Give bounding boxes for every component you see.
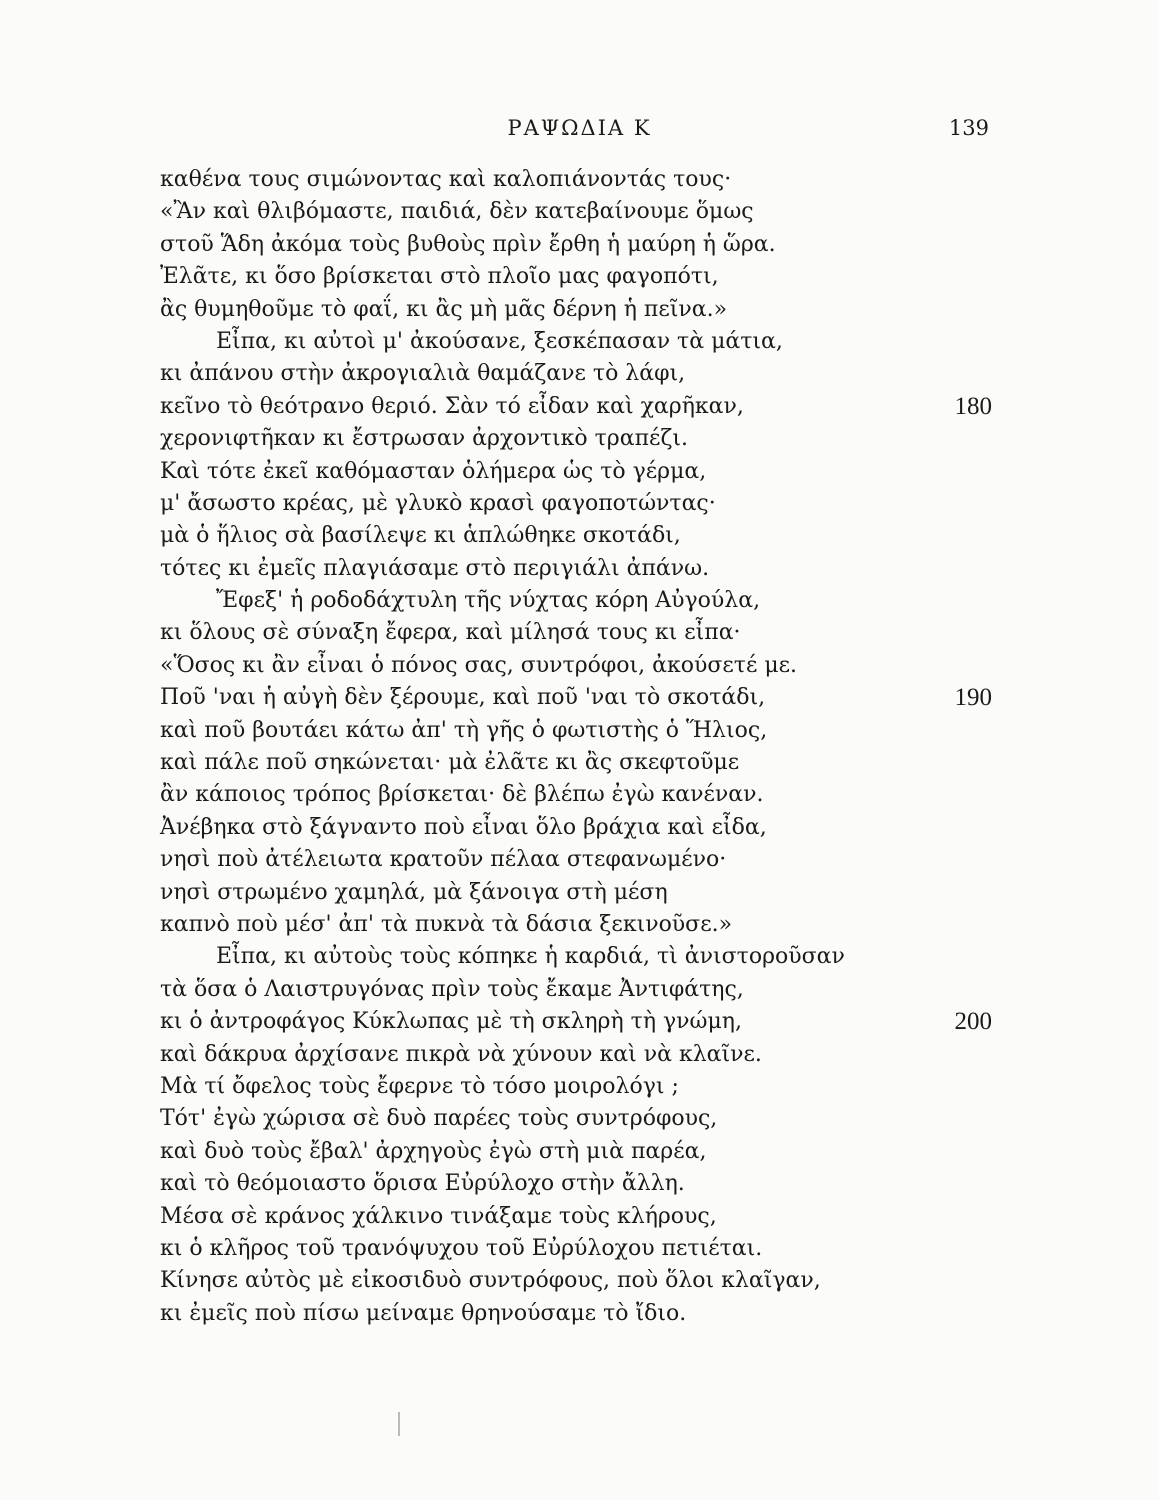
verse-line — [0, 1006, 1159, 1038]
verse-text: καὶ ποῦ βουτάει κάτω ἀπ' τὴ γῆς ὁ φωτιστὴς ὁ Ἥλιος, — [160, 717, 768, 743]
verse-text: ἂν κάποιος τρόπος βρίσκεται· δὲ βλέπω ἐγὼ κανέναν. — [160, 782, 764, 808]
verse-line — [0, 553, 1159, 585]
verse-text: Κίνησε αὐτὸς μὲ εἰκοσιδυὸ συντρόφους, ποὺ ὅλοι κλαῖγαν, — [160, 1268, 821, 1294]
verse-line — [0, 941, 1159, 973]
verse-line — [0, 715, 1159, 747]
verse-text: κεῖνο τὸ θεότρανο θεριό. Σὰν τό εἶδαν καὶ χαρῆκαν, — [160, 393, 744, 419]
verse-text: Ἔφεξ' ἡ ροδοδάχτυλη τῆς νύχτας κόρη Αὐγούλα, — [216, 588, 761, 614]
verse-text: καὶ δυὸ τοὺς ἔβαλ' ἀρχηγοὺς ἐγὼ στὴ μιὰ παρέα, — [160, 1138, 707, 1164]
verse-text: Ἐλᾶτε, κι ὅσο βρίσκεται στὸ πλοῖο μας φαγοπότι, — [160, 264, 719, 290]
verse-text: κι ἐμεῖς ποὺ πίσω μείναμε θρηνούσαμε τὸ ἴδιο. — [160, 1300, 687, 1326]
verse-line — [0, 423, 1159, 455]
verse-text: νησὶ ποὺ ἀτέλειωτα κρατοῦν πέλαα στεφανωμένο· — [160, 847, 727, 873]
verse-text: κι ὁ ἀντροφάγος Κύκλωπας μὲ τὴ σκληρὴ τὴ γνώμη, — [160, 1009, 742, 1035]
verse-line — [0, 229, 1159, 261]
verse-text: κι ὁ κλῆρος τοῦ τρανόψυχου τοῦ Εὐρύλοχου πετιέται. — [160, 1235, 763, 1261]
verse-text: μ' ἄσωστο κρέας, μὲ γλυκὸ κρασὶ φαγοποτώντας· — [160, 490, 716, 516]
verse-line — [0, 1201, 1159, 1233]
verse-line — [0, 844, 1159, 876]
verse-text: Μὰ τί ὄφελος τοὺς ἔφερνε τὸ τόσο μοιρολόγι ; — [160, 1073, 679, 1099]
verse-line — [0, 877, 1159, 909]
verse-line — [0, 1039, 1159, 1071]
verse-text: Τότ' ἐγὼ χώρισα σὲ δυὸ παρέες τοὺς συντρόφους, — [160, 1106, 718, 1132]
verse-line — [0, 779, 1159, 811]
verse-text: στοῦ Ἅδη ἀκόμα τοὺς βυθοὺς πρὶν ἔρθη ἡ μαύρη ἡ ὥρα. — [160, 231, 776, 257]
verse-text: καὶ τὸ θεόμοιαστο ὅρισα Εὐρύλοχο στὴν ἄλλη. — [160, 1171, 685, 1197]
verse-line — [0, 1233, 1159, 1265]
line-number: 180 — [954, 392, 992, 420]
stray-mark — [398, 1412, 400, 1436]
verse-text: καθένα τους σιμώνοντας καὶ καλοπιάνοντάς τους· — [160, 167, 732, 192]
running-title: ΡΑΨΩΔΙΑ Κ — [507, 116, 652, 140]
verse-text: Εἶπα, κι αὐτοὶ μ' ἀκούσανε, ξεσκέπασαν τὰ μάτια, — [216, 328, 783, 354]
verse-line — [0, 358, 1159, 390]
verse-line — [0, 1103, 1159, 1135]
page-header — [0, 116, 1159, 148]
verse-line — [0, 261, 1159, 293]
verse-line — [0, 326, 1159, 358]
verse-text: Μέσα σὲ κράνος χάλκινο τινάξαμε τοὺς κλήρους, — [160, 1203, 717, 1229]
verse-line — [0, 1298, 1159, 1330]
verse-text: χερονιφτῆκαν κι ἔστρωσαν ἀρχοντικὸ τραπέζι. — [160, 426, 688, 452]
verse-text: τὰ ὅσα ὁ Λαιστρυγόνας πρὶν τοὺς ἔκαμε Ἀντιφάτης, — [160, 976, 744, 1002]
verse-line — [0, 1136, 1159, 1168]
verse-line — [0, 520, 1159, 552]
verse-text: Καὶ τότε ἐκεῖ καθόμασταν ὁλήμερα ὡς τὸ γέρμα, — [160, 458, 707, 484]
verse-line — [0, 585, 1159, 617]
verse-text: «Ὅσος κι ἂν εἶναι ὁ πόνος σας, συντρόφοι, ἀκούσετέ με. — [160, 652, 798, 678]
verse-line — [0, 1265, 1159, 1297]
verse-line — [0, 196, 1159, 228]
verse-text: καὶ δάκρυα ἀρχίσανε πικρὰ νὰ χύνουν καὶ νὰ κλαῖνε. — [160, 1041, 762, 1067]
verse-text: καὶ πάλε ποῦ σηκώνεται· μὰ ἐλᾶτε κι ἂς σκεφτοῦμε — [160, 750, 740, 776]
verse-text: κι ἀπάνου στὴν ἀκρογιαλιὰ θαμάζανε τὸ λάφι, — [160, 361, 686, 387]
page-number: 139 — [948, 116, 989, 140]
verse-line — [0, 1071, 1159, 1103]
verse-text: κι ὅλους σὲ σύναξη ἔφερα, καὶ μίλησά τους κι εἶπα· — [160, 620, 741, 646]
verse-line — [0, 682, 1159, 714]
verse-text: μὰ ὁ ἥλιος σὰ βασίλεψε κι ἁπλώθηκε σκοτάδι, — [160, 523, 681, 549]
verse-line — [0, 164, 1159, 196]
verse-text: Ἀνέβηκα στὸ ξάγναντο ποὺ εἶναι ὅλο βράχια καὶ εἶδα, — [160, 814, 767, 840]
verse-text: Εἶπα, κι αὐτοὺς τοὺς κόπηκε ἡ καρδιά, τὶ ἀνιστοροῦσαν — [216, 944, 845, 970]
poem-text — [0, 164, 1159, 1330]
verse-line — [0, 294, 1159, 326]
verse-line — [0, 391, 1159, 423]
verse-line — [0, 747, 1159, 779]
verse-text: νησὶ στρωμένο χαμηλά, μὰ ξάνοιγα στὴ μέση — [160, 879, 668, 905]
verse-line — [0, 456, 1159, 488]
verse-text: «Ἂν καὶ θλιβόμαστε, παιδιά, δὲν κατεβαίνουμε ὅμως — [160, 199, 754, 225]
verse-line — [0, 617, 1159, 649]
verse-text: ἂς θυμηθοῦμε τὸ φαΐ, κι ἂς μὴ μᾶς δέρνη ἡ πεῖνα.» — [160, 296, 728, 322]
verse-text: τότες κι ἐμεῖς πλαγιάσαμε στὸ περιγιάλι ἀπάνω. — [160, 555, 710, 581]
verse-line — [0, 812, 1159, 844]
verse-text: καπνὸ ποὺ μέσ' ἀπ' τὰ πυκνὰ τὰ δάσια ξεκινοῦσε.» — [160, 911, 733, 937]
verse-line — [0, 909, 1159, 941]
verse-line — [0, 1168, 1159, 1200]
verse-line — [0, 488, 1159, 520]
verse-line — [0, 974, 1159, 1006]
line-number: 190 — [954, 684, 992, 712]
line-number: 200 — [954, 1008, 992, 1036]
verse-line — [0, 650, 1159, 682]
verse-text: Ποῦ 'ναι ἡ αὐγὴ δὲν ξέρουμε, καὶ ποῦ 'ναι τὸ σκοτάδι, — [160, 685, 766, 711]
